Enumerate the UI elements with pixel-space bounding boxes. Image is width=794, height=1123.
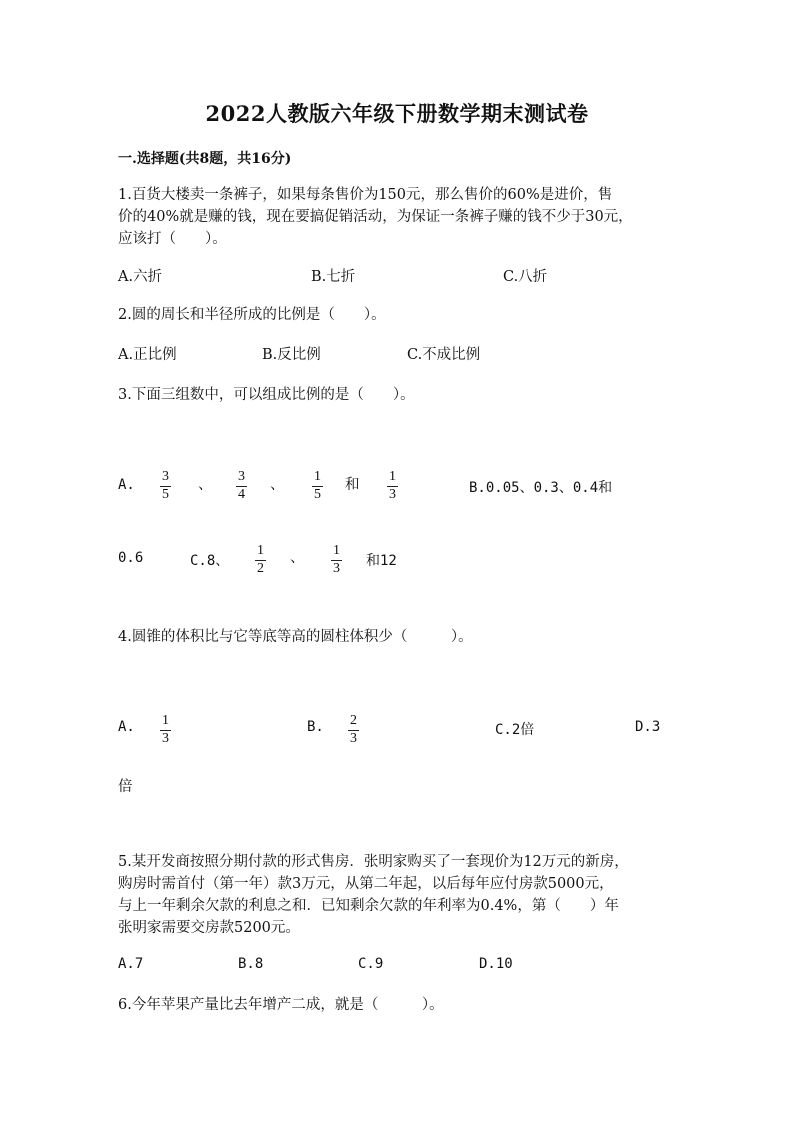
question-3-option-b[interactable]: B.0.05、0.3、0.4和 [469, 480, 613, 496]
question-4-option-d[interactable]: D.3 [635, 719, 661, 735]
question-1-option-c[interactable]: C.八折 [503, 269, 548, 285]
question-2-option-c[interactable]: C.不成比例 [407, 347, 481, 363]
question-4-option-a-label[interactable]: A. [118, 719, 135, 735]
question-2-option-b[interactable]: B.反比例 [262, 347, 321, 363]
question-5-option-b[interactable]: B.8 [238, 956, 264, 972]
question-4-text: 4.圆锥的体积比与它等底等高的圆柱体积少（ ）。 [118, 629, 473, 645]
and-word: 和 [345, 477, 360, 493]
section-heading: 一.选择题(共8题，共16分) [118, 151, 292, 167]
fraction: 3 4 [238, 469, 245, 502]
separator: 、 [290, 550, 305, 566]
question-4-option-c[interactable]: C.2倍 [495, 722, 535, 738]
question-1-line-1: 1.百货大楼卖一条裤子，如果每条售价为150元，那么售价的60%是进价，售 [118, 187, 613, 203]
question-1-option-a[interactable]: A.六折 [118, 269, 163, 285]
separator: 、 [198, 477, 213, 493]
question-4-option-d-tail: 倍 [118, 779, 133, 795]
question-2-option-a[interactable]: A.正比例 [118, 347, 177, 363]
question-3-option-c-tail: 和12 [366, 553, 397, 569]
fraction: 3 5 [162, 469, 169, 502]
question-2-text: 2.圆的周长和半径所成的比例是（ ）。 [118, 307, 386, 323]
question-5-option-d[interactable]: D.10 [479, 956, 513, 972]
question-1-line-2: 价的40%就是赚的钱，现在要搞促销活动，为保证一条裤子赚的钱不少于30元， [118, 209, 633, 225]
question-3-option-b-tail: 0.6 [118, 550, 144, 566]
question-6-text: 6.今年苹果产量比去年增产二成，就是（ ）。 [118, 997, 444, 1013]
fraction: 1 3 [162, 713, 169, 746]
question-5-line-2: 购房时需首付（第一年）款3万元，从第二年起，以后每年应付房款5000元， [118, 876, 614, 892]
question-3-option-c-label[interactable]: C.8、 [190, 553, 230, 569]
question-5-option-a[interactable]: A.7 [118, 956, 144, 972]
question-5-line-3: 与上一年剩余欠款的利息之和．已知剩余欠款的年利率为0.4%，第（ ）年 [118, 898, 619, 914]
fraction: 1 5 [314, 469, 321, 502]
question-1-option-b[interactable]: B.七折 [311, 269, 356, 285]
question-3-option-a-label[interactable]: A. [118, 477, 135, 493]
separator: 、 [270, 477, 285, 493]
fraction: 1 2 [257, 543, 264, 576]
fraction: 1 3 [333, 543, 340, 576]
question-1-line-3: 应该打（ ）。 [118, 231, 227, 247]
page-title: 2022人教版六年级下册数学期末测试卷 [205, 101, 589, 126]
fraction: 1 3 [389, 469, 396, 502]
fraction: 2 3 [350, 713, 357, 746]
question-4-option-b-label[interactable]: B. [307, 719, 324, 735]
question-5-line-1: 5.某开发商按照分期付款的形式售房．张明家购买了一套现价为12万元的新房， [118, 854, 629, 870]
question-5-option-c[interactable]: C.9 [358, 956, 384, 972]
question-3-text: 3.下面三组数中，可以组成比例的是（ ）。 [118, 387, 415, 403]
question-5-line-4: 张明家需要交房款5200元。 [118, 920, 300, 936]
